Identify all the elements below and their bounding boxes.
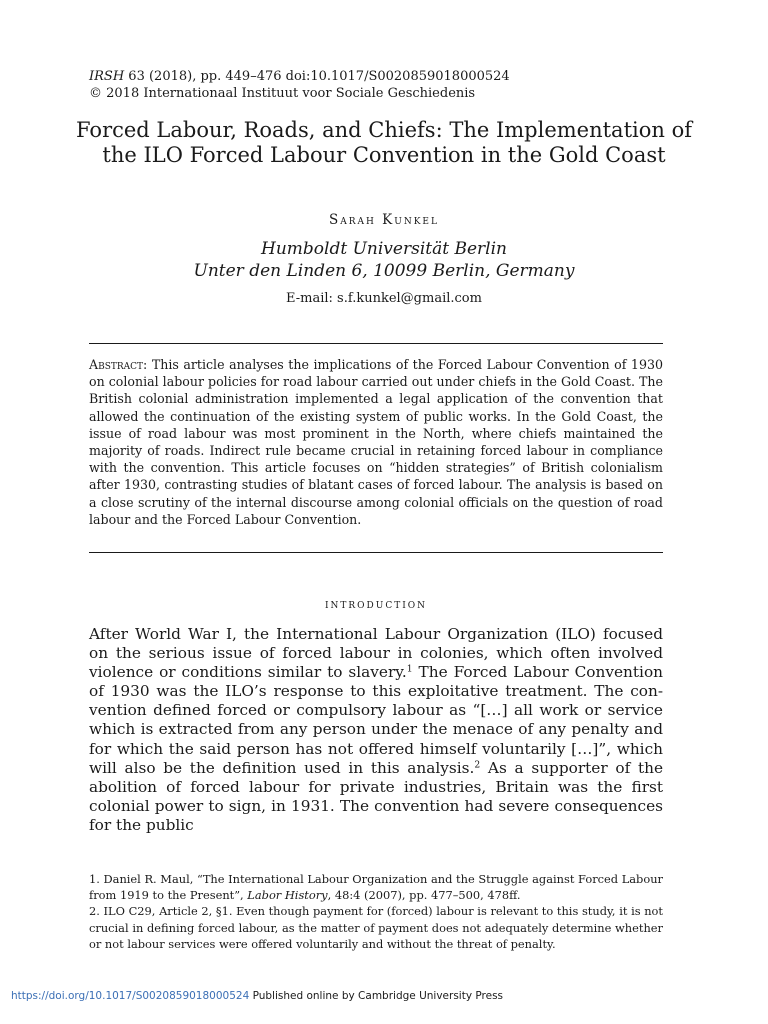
author-affiliation — [0, 238, 768, 282]
body-paragraph — [89, 625, 663, 835]
body-text-1: After World War I, the International Labour Organization (ILO) focused on the serious issue of forced labour in colonies, which often involved violence or conditions similar to slavery. — [89, 625, 663, 682]
footnote-ref-1[interactable]: 1 — [406, 663, 413, 675]
copyright-line: © 2018 Internationaal Instituut voor Sociale Geschiedenis — [89, 86, 476, 101]
doi-link[interactable]: https://doi.org/10.1017/S0020859018000524 — [11, 990, 250, 1002]
article-title: Forced Labour, Roads, and Chiefs: The Implementation of the ILO Forced Labour Convention in the Gold Coast — [76, 118, 692, 167]
footnote-ref-2[interactable]: 2 — [474, 759, 481, 771]
published-note: Published online by Cambridge University Press — [249, 990, 504, 1002]
footnote-journal: Labor History — [247, 888, 328, 903]
affiliation-address: Unter den Linden 6, 10099 Berlin, Germany — [193, 261, 575, 281]
abstract-top-rule — [89, 343, 663, 344]
section-heading: introduction — [324, 596, 428, 612]
affiliation-institution: Humboldt Universität Berlin — [261, 239, 507, 259]
journal-header — [89, 68, 510, 102]
body-text-2: The Forced Labour Convention of 1930 was the ILO’s response to this exploitative treatment. The convention defined forced or compulsory labour as “[…] all work or service which is extracted from any person under the menace of any penalty and for which the said person has not offered himself voluntarily […]”, which will also be the definition used in this analysis. — [89, 663, 664, 777]
abstract-text: This article analyses the implications of the Forced Labour Convention of 1930 on colonial labour policies for road labour carried out under chiefs in the Gold Coast. The British colonial administration implemented a legal application of the convention that allowed the continuation of the existing system of public works. In the Gold Coast, the issue of road labour was most prominent in the North, where chiefs maintained the majority of roads. Indirect rule became crucial in retaining forced labour in compliance with the convention. This article focuses on “hidden strategies” of British colonialism after 1930, contrasting studies of blatant cases of forced labour. The analysis is based on a close scrutiny of the internal discourse among colonial officials on the question of road labour and the Forced Labour Convention. — [89, 357, 663, 527]
citation-details: 63 (2018), pp. 449–476 doi:10.1017/S0020859018000524 — [124, 69, 510, 84]
footnotes — [89, 871, 663, 952]
footnote-1: 1. Daniel R. Maul, “The International Labour Organization and the Struggle against Forced Labour from 1919 to the Present”, Labor History, 48:4 (2007), pp. 477–500, 478ff. — [89, 872, 663, 903]
author-email: E-mail: s.f.kunkel@gmail.com — [286, 291, 482, 306]
citation-line — [89, 68, 510, 85]
page-footer — [11, 990, 503, 1002]
abstract — [89, 356, 663, 528]
journal-abbrev: IRSH — [89, 69, 125, 84]
author-name: Sarah Kunkel — [329, 212, 439, 228]
abstract-label: Abstract: — [89, 357, 148, 372]
footnote-2: 2. ILO C29, Article 2, §1. Even though payment for (forced) labour is relevant to this study, it is not crucial in defining forced labour, as the matter of payment does not adequately determine whether or not labour services were offered voluntarily and without the threat of penalty. — [89, 904, 663, 951]
abstract-bottom-rule — [89, 552, 663, 553]
body-text-3: As a supporter of the abolition of forced labour for private industries, Britain was the first colonial power to sign, in 1931. The convention had severe consequences for the public — [89, 758, 663, 834]
